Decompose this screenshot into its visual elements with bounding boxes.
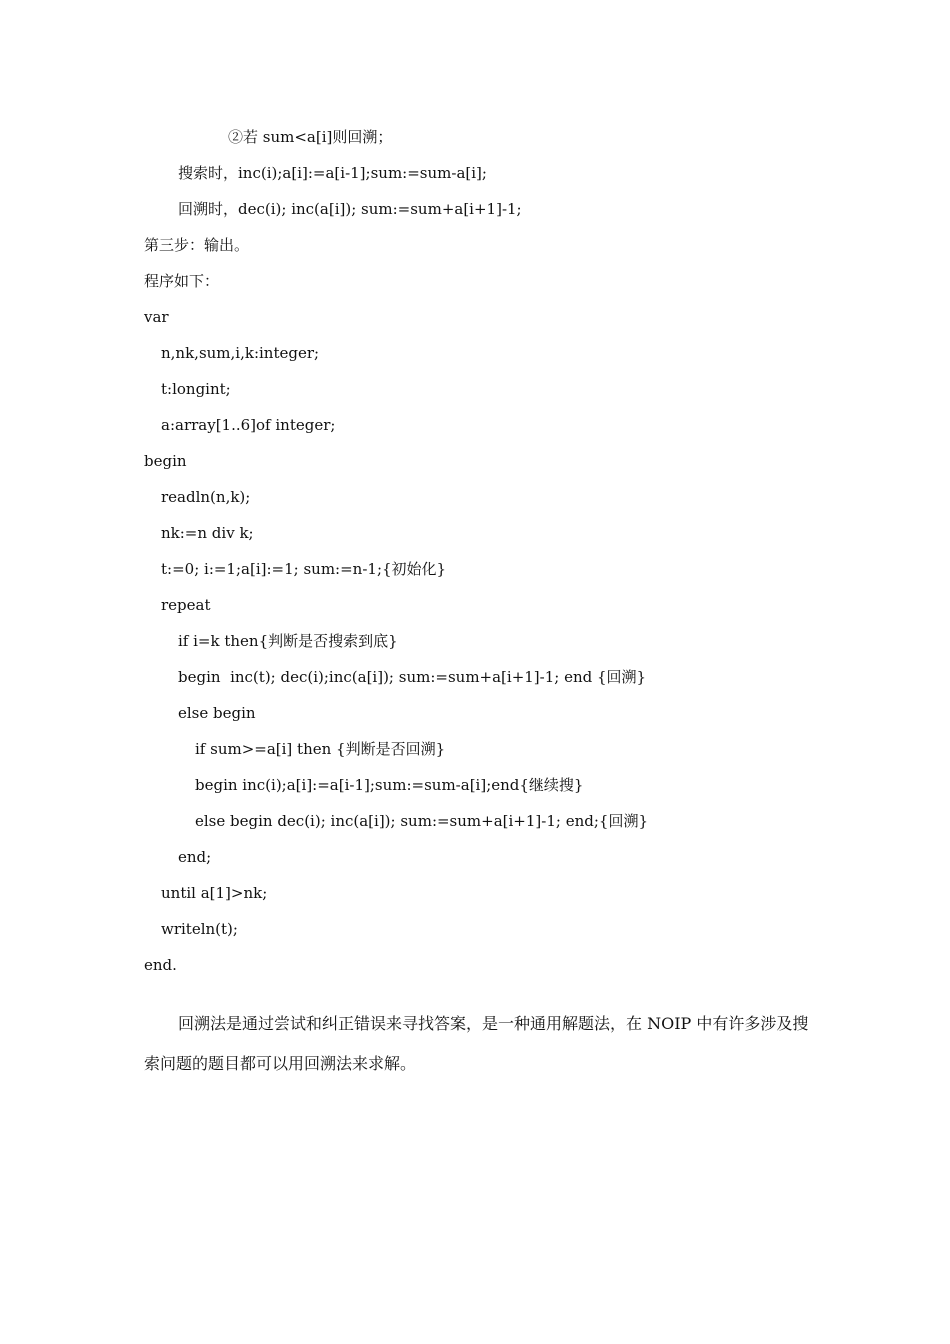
text-line: ②若 sum<a[i]则回溯；	[228, 128, 393, 146]
summary-paragraph: 回溯法是通过尝试和纠正错误来寻找答案，是一种通用解题法，在 NOIP 中有许多涉及搜索问题的题目都可以用回溯法来求解。	[144, 1014, 809, 1073]
text-line: 搜索时，inc(i);a[i]:=a[i-1];sum:=sum-a[i];	[178, 164, 487, 182]
code-line: until a[1]>nk;	[161, 884, 268, 902]
code-line: a:array[1..6]of integer;	[161, 416, 336, 434]
text-line: 第三步：输出。	[144, 236, 250, 254]
code-line: end.	[144, 956, 177, 974]
code-line: readln(n,k);	[161, 488, 251, 506]
code-line: t:=0; i:=1;a[i]:=1; sum:=n-1;{初始化}	[161, 560, 447, 578]
code-line: writeln(t);	[161, 920, 238, 938]
code-line: repeat	[161, 596, 211, 614]
code-line: begin	[144, 452, 187, 470]
code-line: var	[144, 308, 169, 326]
code-line: if i=k then{判断是否搜索到底}	[178, 632, 398, 650]
text-line: 回溯时，dec(i); inc(a[i]); sum:=sum+a[i+1]-1;	[178, 200, 522, 218]
code-line: begin inc(i);a[i]:=a[i-1];sum:=sum-a[i];end{继续搜}	[195, 776, 584, 794]
code-line: end;	[178, 848, 212, 866]
text-line: 程序如下：	[144, 272, 220, 290]
code-line: else begin dec(i); inc(a[i]); sum:=sum+a[i+1]-1; end;{回溯}	[195, 812, 648, 830]
code-line: begin inc(t); dec(i);inc(a[i]); sum:=sum+a[i+1]-1; end {回溯}	[178, 668, 647, 686]
code-line: else begin	[178, 704, 256, 722]
code-line: n,nk,sum,i,k:integer;	[161, 344, 320, 362]
code-line: t:longint;	[161, 380, 231, 398]
code-line: if sum>=a[i] then {判断是否回溯}	[195, 740, 446, 758]
code-line: nk:=n div k;	[161, 524, 254, 542]
